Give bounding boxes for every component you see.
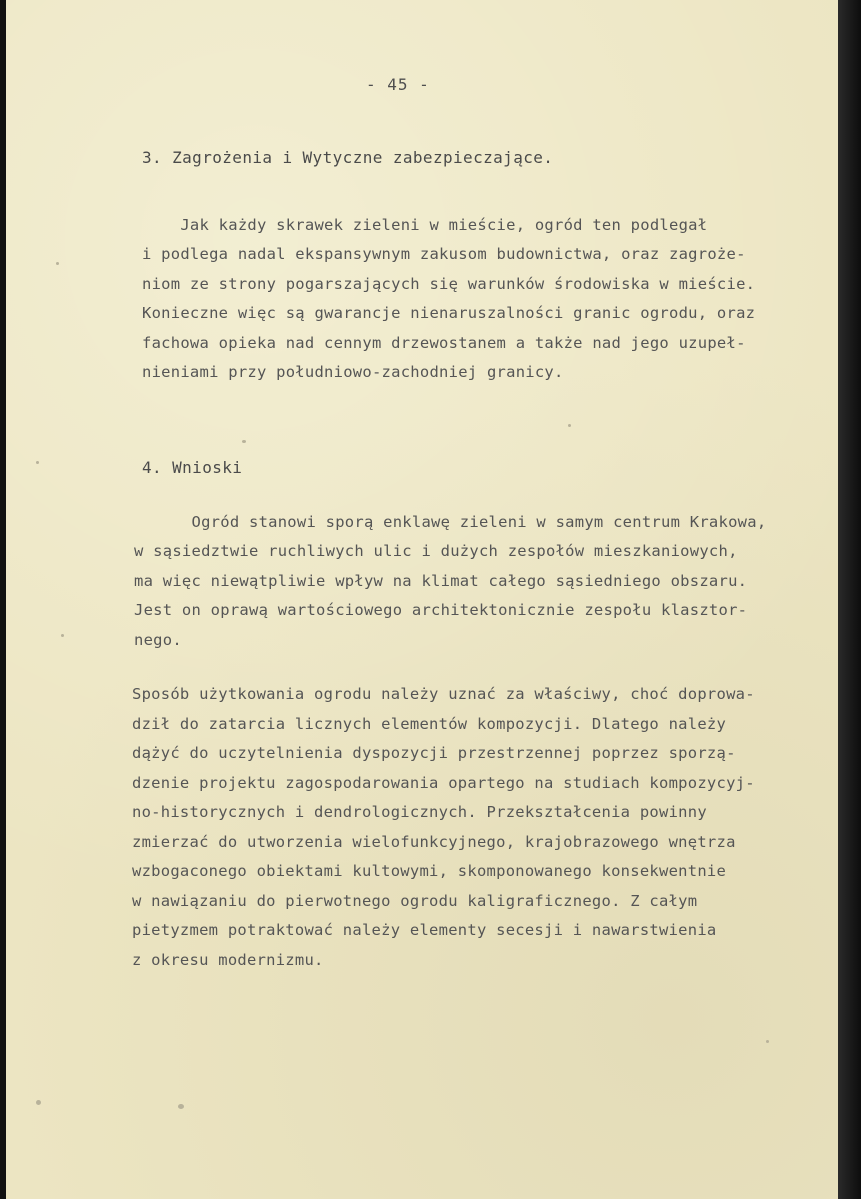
paper-speck — [766, 1040, 769, 1043]
paragraph-threats: Jak każdy skrawek zieleni w mieście, ogród ten podlegał i podlega nadal ekspansywnym zakusom budownictwa, oraz zagroże- niom ze strony pogarszających się warunków środowiska w mieście. Konieczne więc są gwarancje nienaruszalności granic ogrodu, oraz fachowa opieka nad cennym drzewostanem a także nad jego uzupeł- nieniami przy południowo-zachodniej granicy. — [142, 216, 756, 382]
paper-speck — [178, 1104, 184, 1109]
page-number: - 45 - — [366, 75, 430, 94]
paper-speck — [61, 634, 64, 637]
section-heading-threats: 3. Zagrożenia i Wytyczne zabezpieczające. — [142, 148, 554, 167]
paragraph-conclusions-1: Ogród stanowi sporą enklawę zieleni w samym centrum Krakowa, w sąsiedztwie ruchliwych ulic i dużych zespołów mieszkaniowych, ma więc niewątpliwie wpływ na klimat całego sąsiedniego obszaru. Jest on oprawą wartościowego architektonicznie zespołu klasztor- nego. — [134, 513, 767, 649]
paper-speck — [56, 262, 59, 265]
paper-speck — [36, 461, 39, 464]
paragraph-conclusions-2: Sposób użytkowania ogrodu należy uznać za właściwy, choć doprowa- dził do zatarcia licznych elementów kompozycji. Dlatego należy dążyć do uczytelnienia dyspozycji przestrzennej poprzez sporzą- dzenie projektu zagospodarowania opartego na studiach kompozycyj- no-historycznych i dendrologicznych. Przekształcenia powinny zmierzać do utworzenia wielofunkcyjnego, krajobrazowego wnętrza wzbogaconego obiektami kultowymi, skomponowanego konsekwentnie w nawiązaniu do pierwotnego ogrodu kaligraficznego. Z całym pietyzmem potraktować należy elementy secesji i nawarstwienia z okresu modernizmu. — [132, 685, 755, 969]
paper-speck — [242, 440, 246, 443]
section-heading-conclusions: 4. Wnioski — [142, 458, 243, 477]
paper-speck — [36, 1100, 41, 1105]
scan-edge-shadow — [838, 0, 861, 1199]
paper-speck — [568, 424, 571, 427]
